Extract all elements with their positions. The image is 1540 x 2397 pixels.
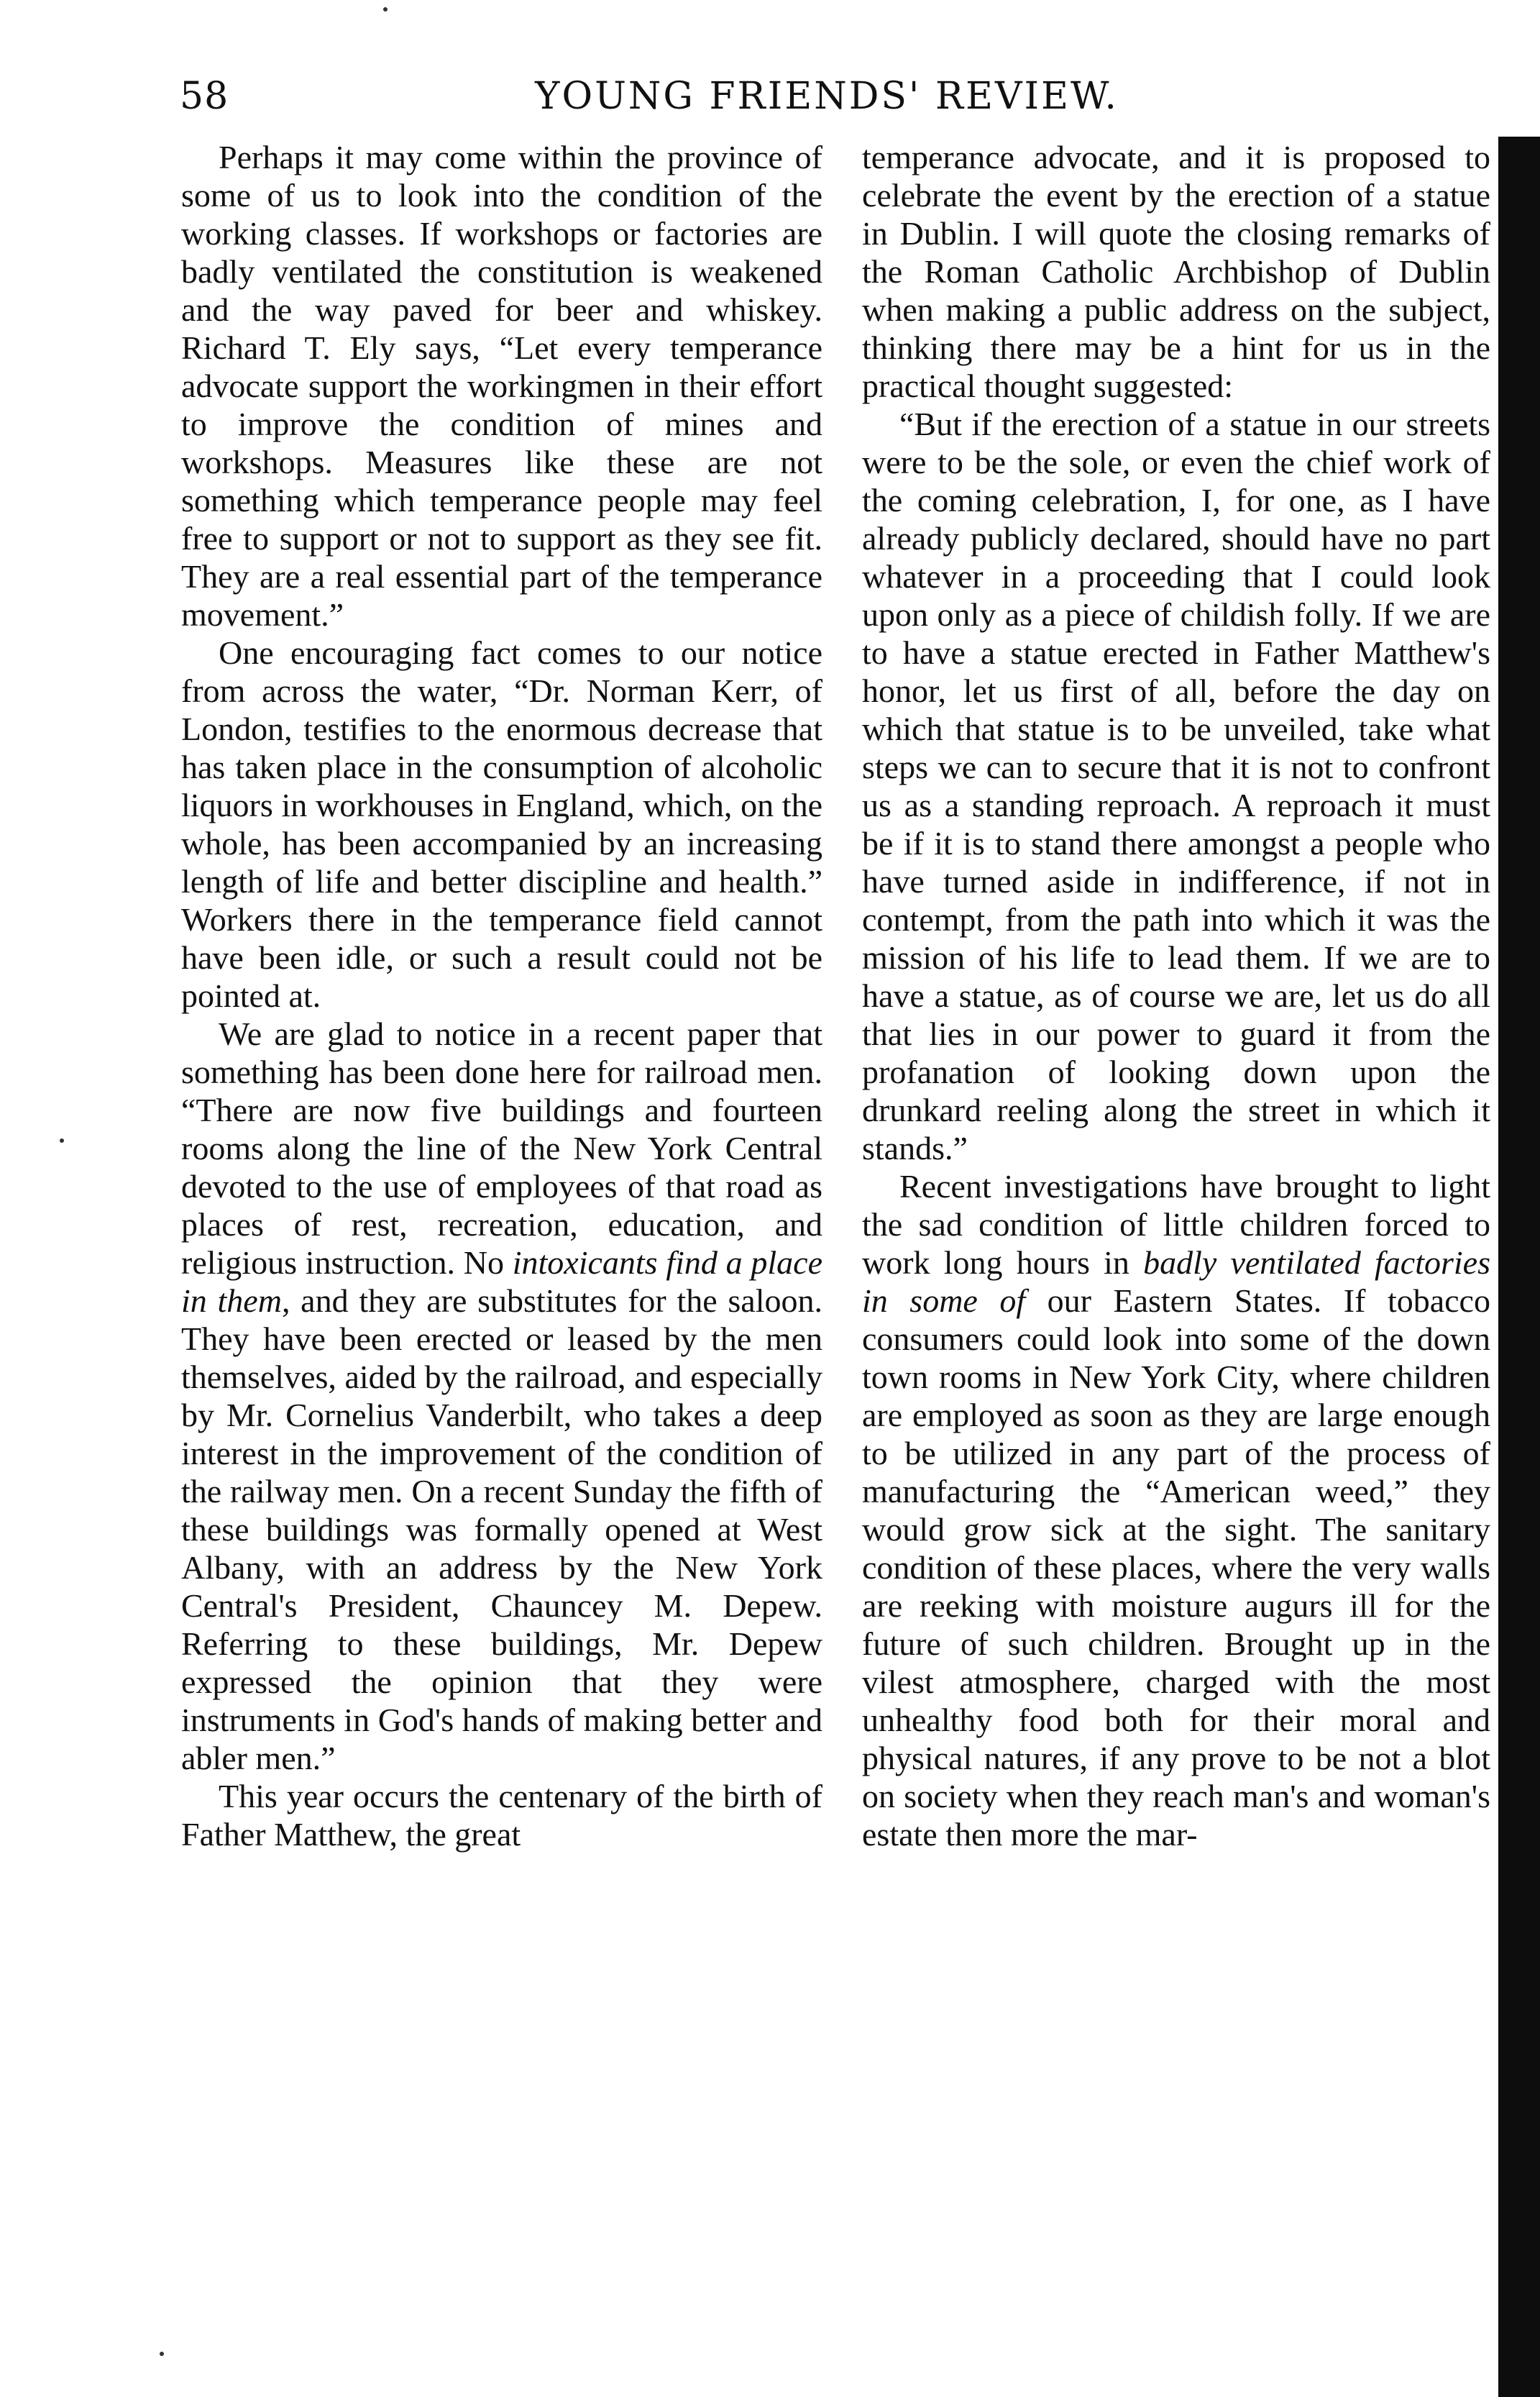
page-header (180, 75, 1474, 132)
page-edge-shadow (1498, 137, 1540, 2397)
journal-title: YOUNG FRIENDS' REVIEW. (535, 75, 1119, 118)
page-number: 58 (180, 75, 229, 118)
paragraph-child-labor (862, 1167, 1490, 1853)
paragraph-statue-continued: temperance advocate, and it is proposed to celebrate the event by the erection of a statue in Dublin. I will quote the closing remarks of the Roman Catholic Archbishop of Dublin when making a public address on the subject, thinking there may be a hint for us in the practical thought suggested: (862, 139, 1490, 404)
right-column (862, 138, 1490, 1853)
left-column (181, 138, 822, 1853)
scan-speck (160, 2352, 164, 2356)
paragraph-father-matthew: This year occurs the centenary of the birth of Father Matthew, the great (181, 1778, 822, 1853)
scan-speck (383, 7, 388, 12)
paragraph-railroad-men-text-b: , and they are substitutes for the saloon. They have been erected or leased by the men themselves, aided by the railroad, and especially by Mr. Cornelius Vanderbilt, who takes a deep interest in the improvement of the condition of the railway men. On a recent Sunday the fifth of these buildings was formally opened at West Albany, with an address by the New York Central's President, Chauncey M. Depew. Referring to these buildings, Mr. Depew expressed the opinion that they were instruments in God's hands of making better and abler men.” (181, 1282, 822, 1776)
paragraph-child-labor-italic: badly ventilated factories in some of (862, 1244, 1490, 1319)
paragraph-archbishop-quote: “But if the erection of a statue in our streets were to be the sole, or even the chief work of the coming celebration, I, for one, as I have already publicly declared, should have no part whatever in a proceeding that I could look upon only as a piece of childish folly. If we are to have a statue erected in Father Matthew's honor, let us first of all, before the day on which that statue is to be unveiled, take what steps we can to secure that it is not to confront us as a standing reproach. A reproach it must be if it is to stand there amongst a people who have turned aside in indifference, if not in contempt, from the path into which it was the mission of his life to lead them. If we are to have a statue, as of course we are, let us do all that lies in our power to guard it from the profanation of looking down upon the drunkard reeling along the street in which it stands.” (862, 406, 1490, 1166)
paragraph-child-labor-text-a: Recent investigations have brought to light the sad condition of little children forced to work long hours in (862, 1168, 1490, 1281)
paragraph-railroad-men-italic: intoxicants find a place in them (181, 1244, 822, 1319)
scan-speck (60, 1138, 64, 1143)
paragraph-child-labor-text-b: our Eastern States. If tobacco consumers could look into some of the down town rooms in New York City, where children are employed as soon as they are large enough to be utilized in any part of the process of manufacturing the “American weed,” they would grow sick at the sight. The sanitary condition of these places, where the very walls are reeking with moisture augurs ill for the future of such children. Brought up in the vilest atmosphere, charged with the most unhealthy food both for their moral and physical natures, if any prove to be not a blot on society when they reach man's and woman's estate then more the mar- (862, 1282, 1490, 1853)
paragraph-railroad-men (181, 1015, 822, 1777)
paragraph-working-classes: Perhaps it may come within the province of some of us to look into the condition of the working classes. If workshops or factories are badly ventilated the constitution is weakened and the way paved for beer and whiskey. Richard T. Ely says, “Let every temperance advocate support the workingmen in their effort to improve the condition of mines and workshops. Measures like these are not something which temperance people may feel free to support or not to support as they see fit. They are a real essential part of the temperance movement.” (181, 139, 822, 633)
paragraph-railroad-men-text-a: We are glad to notice in a recent paper that something has been done here for railroad men. “There are now five buildings and fourteen rooms along the line of the New York Central devoted to the use of employees of that road as places of rest, recreation, education, and religious instruction. No (181, 1015, 822, 1281)
paragraph-dr-kerr: One encouraging fact comes to our notice from across the water, “Dr. Norman Kerr, of London, testifies to the enormous decrease that has taken place in the consumption of alcoholic liquors in workhouses in England, which, on the whole, has been accompanied by an increasing length of life and better discipline and health.” Workers there in the temperance field cannot have been idle, or such a result could not be pointed at. (181, 634, 822, 1014)
